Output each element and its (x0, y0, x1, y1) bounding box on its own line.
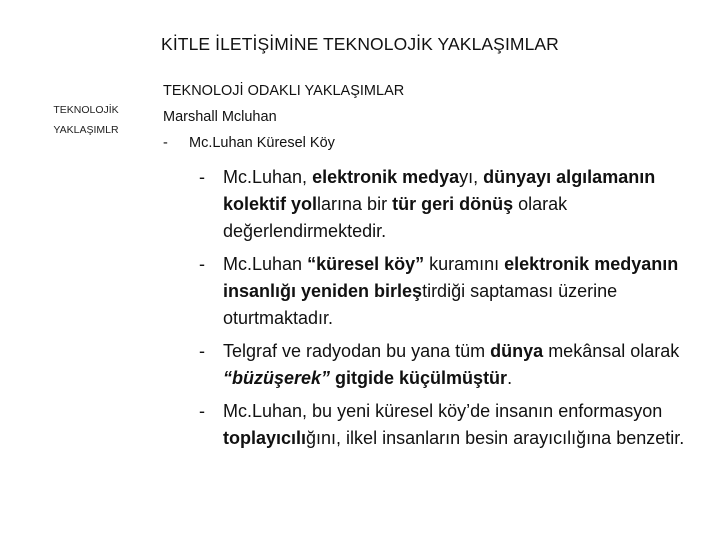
side-label-line-1: TEKNOLOJİK (53, 104, 119, 116)
body-text: Mc.Luhan, bu yeni küresel köy’de insanın enformasyon (223, 401, 663, 421)
bullet-text (223, 164, 717, 245)
emphasis-text: gitgide küçülmüştür (330, 368, 508, 388)
emphasis-text: “büzüşerek” (223, 368, 331, 388)
body-text: ğını, ilkel insanların besin arayıcılığına (306, 428, 617, 448)
slide-title: KİTLE İLETİŞİMİNE TEKNOLOJİK YAKLAŞIMLAR (161, 34, 559, 54)
bullet-item (199, 398, 717, 452)
bullet-dash: - (199, 401, 205, 421)
body-text: mekânsal olarak (543, 341, 680, 361)
body-text: Mc.Luhan, (223, 167, 313, 187)
body-text: Telgraf ve radyodan bu yana tüm (223, 341, 491, 361)
bullet-text (223, 398, 717, 452)
body-text: olarak değerlendirmektedir. (223, 194, 568, 241)
heading-topic-label: Mc.Luhan Küresel Köy (189, 135, 335, 151)
body-text: benzetir. (616, 428, 685, 448)
heading-topic-dash: - (163, 135, 168, 151)
body-text: tirdiği saptaması üzerine oturtmaktadır. (223, 281, 618, 328)
emphasis-text: “küresel köy” (307, 254, 425, 274)
emphasis-text: toplayıcılı (223, 428, 307, 448)
emphasis-text: elektronik medya (312, 167, 460, 187)
heading-author: Marshall Mcluhan (163, 109, 277, 125)
section-heading (163, 78, 404, 156)
bullet-list (199, 164, 717, 458)
emphasis-text: tür geri dönüş (392, 194, 514, 214)
bullet-item (199, 251, 717, 332)
bullet-text (223, 251, 717, 332)
body-text: . (507, 368, 513, 388)
emphasis-text: dünyayı algılamanın kolektif yol (223, 167, 656, 214)
side-label (36, 100, 136, 140)
emphasis-text: elektronik medyanın insanlığı yeniden birleş (223, 254, 679, 301)
bullet-dash: - (199, 167, 205, 187)
bullet-dash: - (199, 254, 205, 274)
body-text: yı, (459, 167, 484, 187)
bullet-item (199, 338, 717, 392)
side-label-line-2: YAKLAŞIMLR (53, 124, 119, 136)
bullet-dash: - (199, 341, 205, 361)
bullet-item (199, 164, 717, 245)
body-text: kuramını (424, 254, 505, 274)
heading-topic (163, 130, 404, 156)
body-text: Mc.Luhan (223, 254, 308, 274)
emphasis-text: dünya (490, 341, 544, 361)
body-text: larına bir (317, 194, 393, 214)
bullet-text (223, 338, 717, 392)
heading-approaches: TEKNOLOJİ ODAKLI YAKLAŞIMLAR (163, 83, 405, 99)
